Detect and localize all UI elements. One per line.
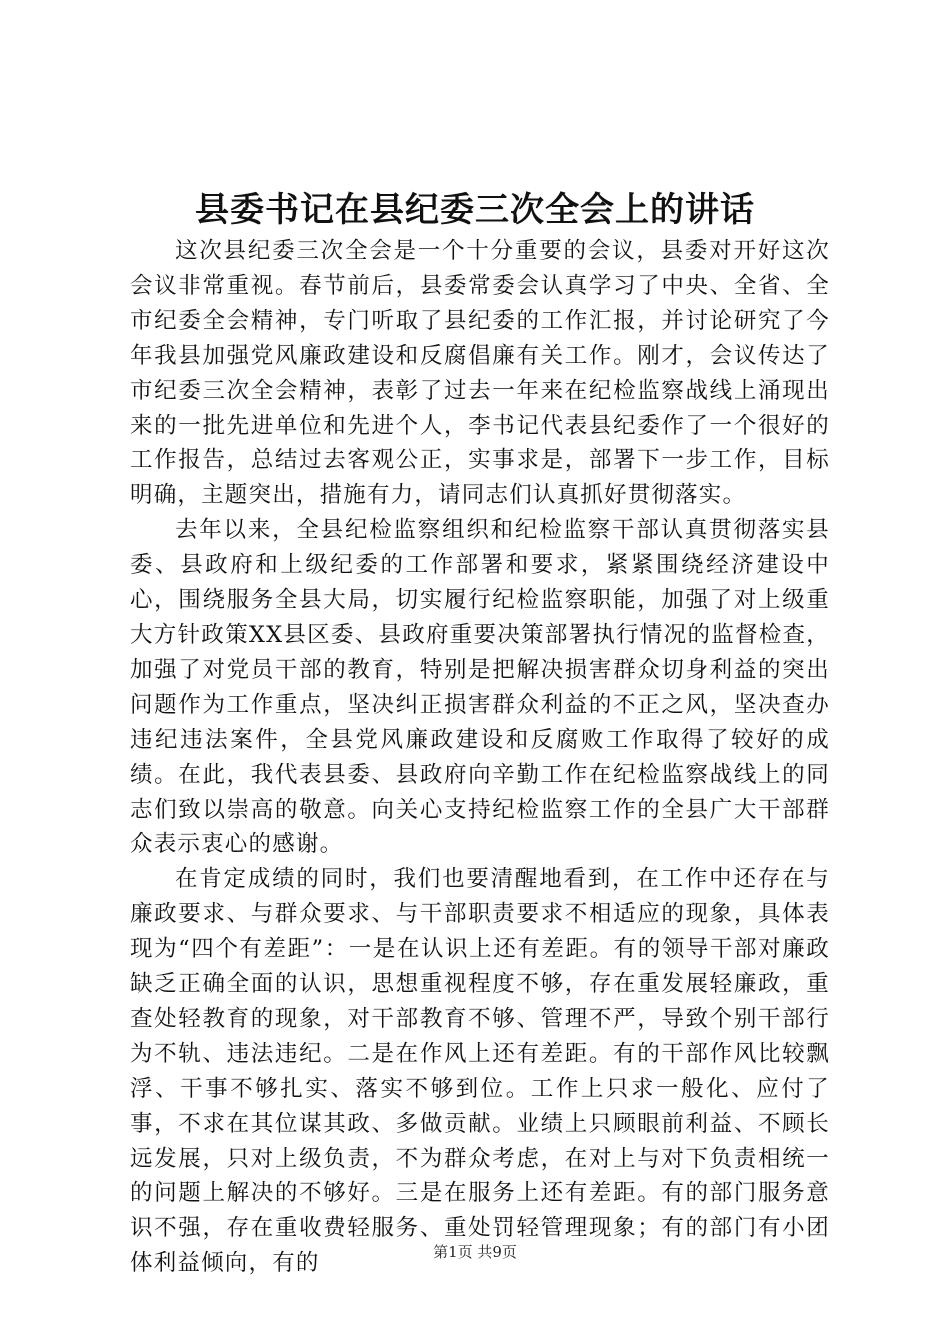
page-footer: 第1页 共9页 [433,1243,517,1261]
paragraph-3: 在肯定成绩的同时，我们也要清醒地看到，在工作中还存在与廉政要求、与群众要求、与干部职责要求不相适应的现象，具体表现为“四个有差距”：一是在认识上还有差距。有的领导干部对廉政缺乏正确全面的认识，思想重视程度不够，存在重发展轻廉政，重查处轻教育的现象，对干部教育不够、管理不严，导致个别干部行为不轨、违法违纪。二是在作风上还有差距。有的干部作风比较飘浮、干事不够扎实、落实不够到位。工作上只求一般化、应付了事，不求在其位谋其政、多做贡献。业绩上只顾眼前利益、不顾长远发展，只对上级负责，不为群众考虑，在对上与对下负责相统一的问题上解决的不够好。三是在服务上还有差距。有的部门服务意识不强，存在重收费轻服务、重处罚轻管理现象；有的部门有小团体利益倾向，有的 [130,866,830,1277]
document-title: 县委书记在县纪委三次全会上的讲话 [195,190,755,230]
paragraph-1: 这次县纪委三次全会是一个十分重要的会议，县委对开好这次会议非常重视。春节前后，县委常委会认真学习了中央、全省、全市纪委全会精神，专门听取了县纪委的工作汇报，并讨论研究了今年我县加强党风廉政建设和反腐倡廉有关工作。刚才，会议传达了市纪委三次全会精神，表彰了过去一年来在纪检监察战线上涌现出来的一批先进单位和先进个人，李书记代表县纪委作了一个很好的工作报告，总结过去客观公正，实事求是，部署下一步工作，目标明确，主题突出，措施有力，请同志们认真抓好贯彻落实。 [130,238,830,509]
document-body [130,234,830,1281]
paragraph-2: 去年以来，全县纪检监察组织和纪检监察干部认真贯彻落实县委、县政府和上级纪委的工作部署和要求，紧紧围绕经济建设中心，围绕服务全县大局，切实履行纪检监察职能，加强了对上级重大方针政策XX县区委、县政府重要决策部署执行情况的监督检查，加强了对党员干部的教育，特别是把解决损害群众切身利益的突出问题作为工作重点，坚决纠正损害群众利益的不正之风，坚决查办违纪违法案件，全县党风廉政建设和反腐败工作取得了较好的成绩。在此，我代表县委、县政府向辛勤工作在纪检监察战线上的同志们致以崇高的敬意。向关心支持纪检监察工作的全县广大干部群众表示衷心的感谢。 [130,517,830,858]
